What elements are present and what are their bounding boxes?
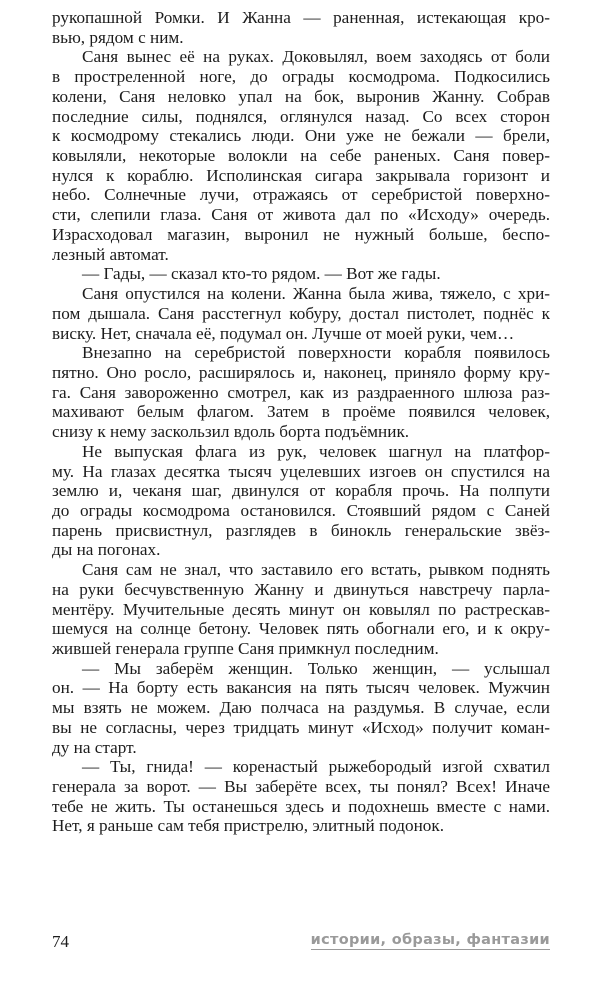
text-line: вью, рядом с ним. xyxy=(52,27,184,47)
paragraph xyxy=(52,343,550,442)
text-line: — Мы заберём женщин. Только женщин, — услышал xyxy=(82,658,550,678)
running-title: истории, образы, фантазии xyxy=(310,932,550,948)
text-line: Саня опустился на колени. Жанна была жива, тяжело, с хри- xyxy=(82,284,550,304)
paragraph xyxy=(52,8,550,47)
text-line: Израсходовал магазин, выронил не нужный больше, беспо- xyxy=(52,224,550,244)
page-number: 74 xyxy=(52,932,69,951)
paragraph xyxy=(52,659,550,758)
text-line: ды на погонах. xyxy=(52,540,161,560)
text-line: землю и, чеканя шаг, двинулся от корабля прочь. На полпути xyxy=(52,481,550,501)
text-line: пятно. Оно росло, расширялось и, наконец, приняло форму кру- xyxy=(52,362,550,382)
text-line: на руки бесчувственную Жанну и двинуться навстречу парла- xyxy=(52,579,550,599)
paragraph xyxy=(52,757,550,836)
text-line: Не выпуская флага из рук, человек шагнул на платфор- xyxy=(82,441,550,461)
paragraph xyxy=(52,442,550,560)
text-line: лезный автомат. xyxy=(52,244,169,264)
text-line: рукопашной Ромки. И Жанна — раненная, истекающая кро- xyxy=(52,8,550,27)
text-line: Внезапно на серебристой поверхности корабля появилось xyxy=(82,343,550,363)
text-line: в простреленной ноге, до ограды космодрома. Подкосились xyxy=(52,67,550,87)
text-line: к космодрому стекались люди. Они уже не бежали — брели, xyxy=(52,126,550,146)
text-line: Саня вынес её на руках. Доковылял, воем заходясь от боли xyxy=(82,47,550,67)
text-line: он. — На борту есть вакансия на пять тысяч человек. Мужчин xyxy=(52,678,550,698)
text-line: му. На глазах десятка тысяч уцелевших изгоев он спустился на xyxy=(52,461,550,481)
text-line: мы взять не можем. Даю полчаса на раздумья. В случае, если xyxy=(52,698,550,718)
text-line: Нет, я раньше сам тебя пристрелю, элитный подонок. xyxy=(52,816,445,836)
text-line: колени, Саня неловко упал на бок, выронив Жанну. Собрав xyxy=(52,86,550,106)
text-line: парень присвистнул, разглядев в бинокль генеральские звёз- xyxy=(52,520,550,540)
text-line: — Ты, гнида! — коренастый рыжебородый изгой схватил xyxy=(82,757,550,777)
text-line: Саня сам не знал, что заставило его встать, рывком поднять xyxy=(82,560,550,580)
text-line: виску. Нет, сначала её, подумал он. Лучше от моей руки, чем… xyxy=(52,323,515,343)
text-line: нулся к кораблю. Исполинская сигара закрывала горизонт и xyxy=(52,165,550,185)
page-body xyxy=(52,8,550,836)
text-line: ковыляли, некоторые волокли на себе раненых. Саня повер- xyxy=(52,146,550,166)
text-line: махивают белым флагом. Затем в проёме появился человек, xyxy=(52,402,550,422)
text-line: ду на старт. xyxy=(52,737,137,757)
text-line: небо. Солнечные лучи, отражаясь от серебристой поверхно- xyxy=(52,185,550,205)
text-line: сти, слепили глаза. Саня от живота дал по «Исходу» очередь. xyxy=(52,205,550,225)
text-line: пом дышала. Саня расстегнул кобуру, достал пистолет, поднёс к xyxy=(52,303,550,323)
paragraph xyxy=(52,47,550,264)
text-line: тебе не жить. Ты останешься здесь и подохнешь вместе с нами. xyxy=(52,796,550,816)
text-line: снизу к нему заскользил вдоль борта подъёмник. xyxy=(52,422,410,442)
text-line: ментёру. Мучительные десять минут он ковылял по растрескав- xyxy=(52,599,550,619)
text-line: — Гады, — сказал кто-то рядом. — Вот же гады. xyxy=(82,264,441,284)
text-line: шемуся на солнце бетону. Человек пять обогнали его, и к окру- xyxy=(52,619,550,639)
text-line: вы не согласны, через тридцать минут «Исход» получит коман- xyxy=(52,717,550,737)
text-line: генерала за ворот. — Вы заберёте всех, ты понял? Всех! Иначе xyxy=(52,777,550,797)
text-line: до ограды космодрома остановился. Стоявший рядом с Саней xyxy=(52,500,550,520)
paragraph xyxy=(52,264,550,284)
paragraph xyxy=(52,560,550,659)
text-line: последние силы, поднялся, оглянулся назад. Со всех сторон xyxy=(52,106,550,126)
text-line: жившей генерала группе Саня примкнул последним. xyxy=(52,639,439,658)
text-line: га. Саня завороженно смотрел, как из раздраенного шлюза раз- xyxy=(52,382,550,402)
paragraph xyxy=(52,284,550,343)
